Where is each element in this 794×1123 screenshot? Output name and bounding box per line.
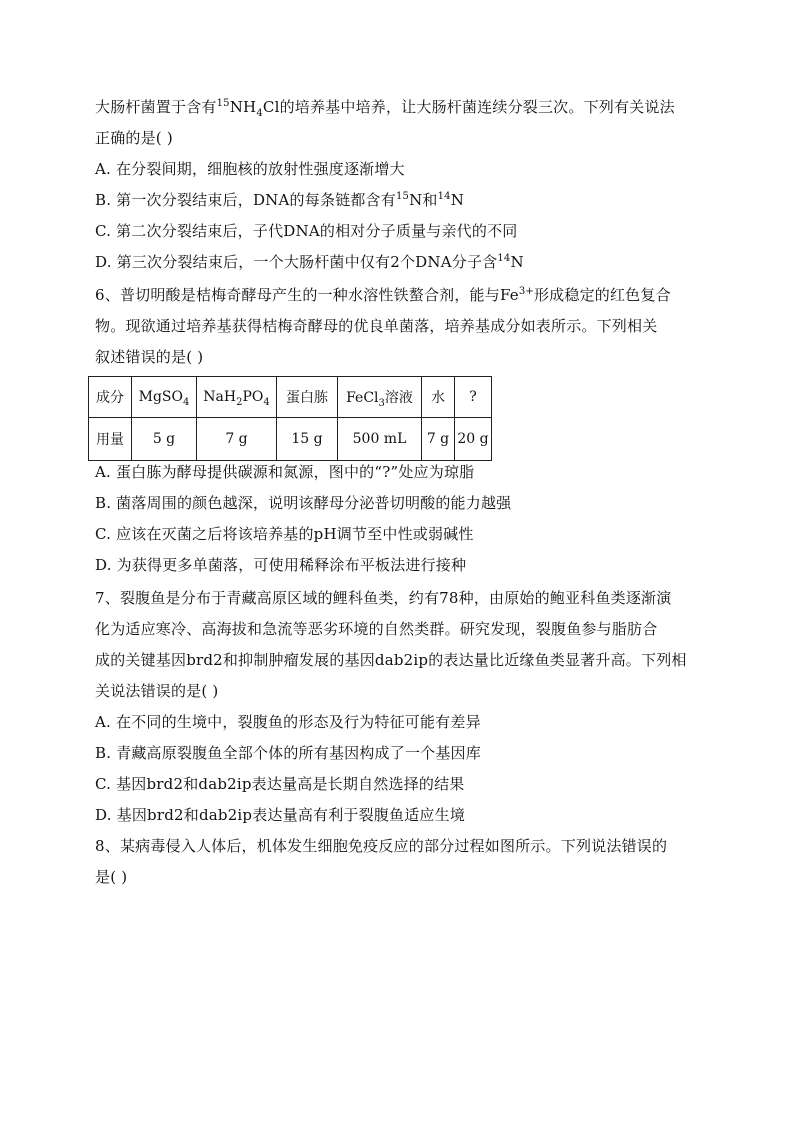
table-cell-unknown: ? <box>455 377 492 418</box>
q7-stem-line4: 关说法错误的是( ) <box>95 682 219 700</box>
q5-option-d-sup: 14 <box>497 253 511 264</box>
q7-option-a: A. 在不同的生境中，裂腹鱼的形态及行为特征可能有差异 <box>95 713 481 731</box>
q5-stem-subscript: 4 <box>256 108 263 119</box>
q5-stem-superscript: 15 <box>216 98 230 109</box>
q5-option-d <box>95 252 524 272</box>
q5-option-d-text-a: D. 第三次分裂结束后，一个大肠杆菌中仅有2个DNA分子含 <box>95 253 498 271</box>
q6-stem-line2: 物。现欲通过培养基获得桔梅奇酵母的优良单菌落，培养基成分如表所示。下列相关 <box>95 317 658 335</box>
q6-option-b: B. 菌落周围的颜色越深，说明该酵母分泌普切明酸的能力越强 <box>95 494 512 512</box>
q7-option-b: B. 青藏高原裂腹鱼全部个体的所有基因构成了一个基因库 <box>95 744 481 762</box>
q7-stem-line3: 成的关键基因brd2和抑制肿瘤发展的基因dab2ip的表达量比近缘鱼类显著升高。下列相 <box>95 651 687 669</box>
q5-option-a: A. 在分裂间期，细胞核的放射性强度逐渐增大 <box>95 160 405 178</box>
q5-stem-line2: 正确的是( ) <box>95 129 173 147</box>
q6-option-a: A. 蛋白胨为酵母提供碳源和氮源，图中的“?”处应为琼脂 <box>95 463 475 481</box>
table-amount-water: 7 g <box>422 418 455 461</box>
table-amount-unknown: 20 g <box>455 418 492 461</box>
q5-stem-line1 <box>95 97 675 117</box>
q5-stem-text-b: NH <box>229 98 257 116</box>
table-cell-fecl3: FeCl$_3$溶液 <box>338 377 422 418</box>
q6-stem-text-b: 形成稳定的红色复合 <box>533 286 671 304</box>
table-cell-nah2po4: $NaH_2PO_4$ <box>197 377 277 418</box>
table-amount-label: 用量 <box>89 418 132 461</box>
q6-option-d: D. 为获得更多单菌落，可使用稀释涂布平板法进行接种 <box>95 556 467 574</box>
table-cell-mgso4: MgSO$_4$ <box>132 377 197 418</box>
q5-option-c: C. 第二次分裂结束后，子代DNA的相对分子质量与亲代的不同 <box>95 222 518 240</box>
q7-option-d: D. 基因brd2和dab2ip表达量高有利于裂腹鱼适应生境 <box>95 806 466 824</box>
q5-option-b-sup1: 15 <box>395 191 410 202</box>
q5-stem-text-a: 大肠杆菌置于含有 <box>95 98 217 116</box>
table-amount-nah2po4: 7 g <box>197 418 277 461</box>
q7-stem-line2: 化为适应寒冷、高海拔和急流等恶劣环境的自然类群。研究发现，裂腹鱼参与脂肪合 <box>95 620 658 638</box>
table-amount-fecl3: 500 mL <box>338 418 422 461</box>
q5-option-d-text-b: N <box>510 253 524 271</box>
q7-stem-line1: 7、裂腹鱼是分布于青藏高原区域的鲤科鱼类，约有78种，由原始的鲍亚科鱼类逐渐演 <box>95 589 672 607</box>
q7-option-c: C. 基因brd2和dab2ip表达量高是长期自然选择的结果 <box>95 775 465 793</box>
culture-medium-table <box>88 376 492 461</box>
table-cell-peptone: 蛋白胨 <box>277 377 338 418</box>
table-amount-mgso4: 5 g <box>132 418 197 461</box>
table-row-components <box>89 377 492 418</box>
q5-option-b-text-c: N <box>450 191 465 209</box>
q6-stem-line3: 叙述错误的是( ) <box>95 348 204 366</box>
q6-stem-line1 <box>95 285 671 305</box>
q5-option-b-text-a: B. 第一次分裂结束后，DNA的每条链都含有 <box>95 191 396 209</box>
table-cell-water: 水 <box>422 377 455 418</box>
table-row-amounts <box>89 418 492 461</box>
q6-stem-superscript: 3+ <box>518 286 534 297</box>
q6-option-c: C. 应该在灭菌之后将该培养基的pH调节至中性或弱碱性 <box>95 525 474 543</box>
q5-option-b <box>95 190 464 210</box>
table-amount-peptone: 15 g <box>277 418 338 461</box>
q8-stem-line1: 8、某病毒侵入人体后，机体发生细胞免疫反应的部分过程如图所示。下列说法错误的 <box>95 837 668 855</box>
table-header-label: 成分 <box>89 377 132 418</box>
q5-stem-text-c: Cl的培养基中培养，让大肠杆菌连续分裂三次。下列有关说法 <box>262 98 675 116</box>
q5-option-b-text-b: N和 <box>409 191 438 209</box>
q5-option-b-sup2: 14 <box>437 191 451 202</box>
q6-stem-text-a: 6、普切明酸是桔梅奇酵母产生的一种水溶性铁螯合剂，能与Fe <box>95 286 519 304</box>
q8-stem-line2: 是( ) <box>95 868 128 886</box>
